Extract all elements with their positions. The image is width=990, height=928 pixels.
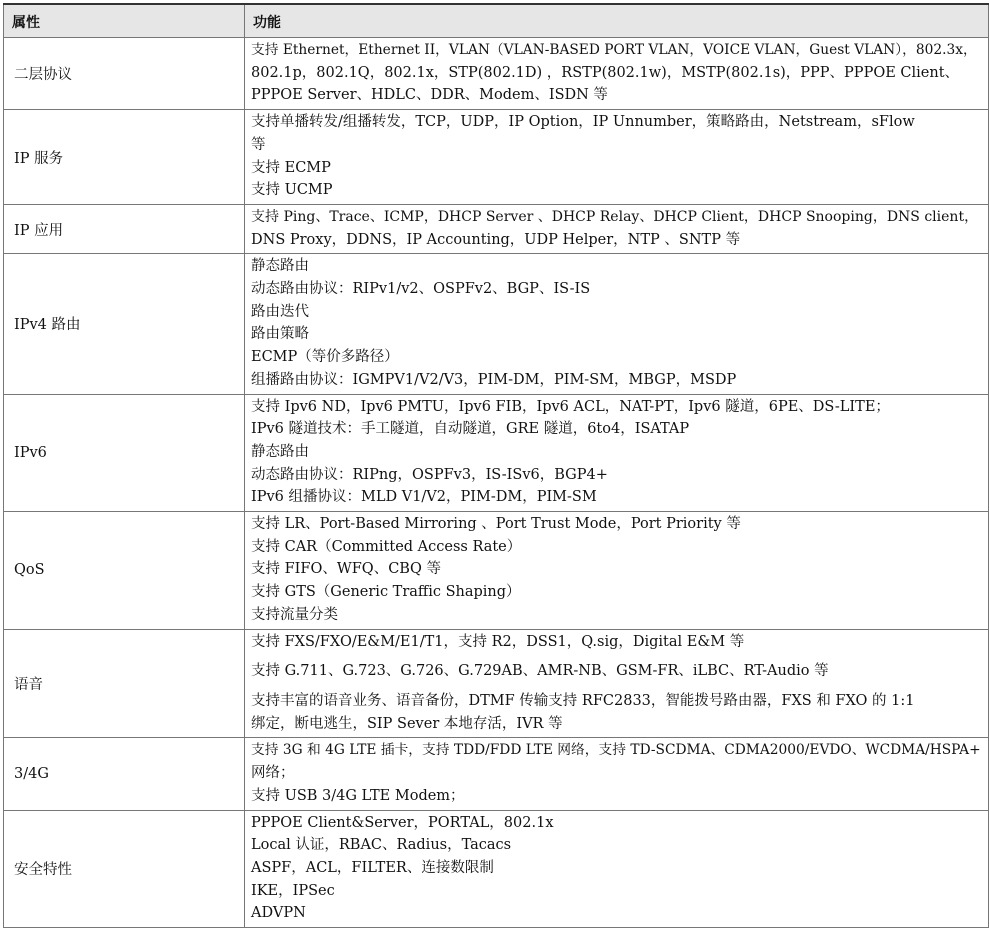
row-functions (245, 810, 989, 928)
function-line: 路由迭代 (251, 303, 309, 320)
function-line: 等 (251, 136, 266, 153)
row-attribute: 3/4G (4, 738, 245, 810)
function-line: PPPOE Server、HDLC、DDR、Modem、ISDN 等 (251, 87, 608, 104)
table-header-row (4, 4, 989, 38)
function-line: 支持 LR、Port-Based Mirroring 、Port Trust Mode，Port Priority 等 (251, 516, 741, 533)
row-attribute: IP 服务 (4, 110, 245, 205)
function-line: DNS Proxy，DDNS，IP Accounting，UDP Helper，NTP 、SNTP 等 (251, 231, 741, 248)
function-line: 网络； (251, 765, 295, 782)
function-line: IPv6 隧道技术：手工隧道，自动隧道，GRE 隧道，6to4，ISATAP (251, 421, 690, 438)
function-line: 支持 Ipv6 ND，Ipv6 PMTU，Ipv6 FIB，Ipv6 ACL，NAT-PT，Ipv6 隧道，6PE、DS-LITE； (251, 398, 890, 415)
row-functions (245, 394, 989, 512)
row-attribute: IP 应用 (4, 204, 245, 253)
function-line: 支持 UCMP (251, 182, 333, 199)
row-functions (245, 629, 989, 738)
row-functions (245, 110, 989, 205)
header-attribute: 属性 (4, 4, 245, 38)
function-line: ASPF，ACL，FILTER、连接数限制 (251, 859, 494, 876)
function-line: 路由策略 (251, 326, 309, 343)
table-row-ipv4-routing (4, 254, 989, 394)
function-line: Local 认证，RBAC、Radius，Tacacs (251, 837, 512, 854)
function-line: 支持 GTS（Generic Traffic Shaping） (251, 584, 521, 601)
function-line: 支持 Ping、Trace、ICMP，DHCP Server 、DHCP Relay、DHCP Client，DHCP Snooping，DNS client， (251, 208, 979, 225)
row-functions (245, 738, 989, 810)
function-line: 支持 USB 3/4G LTE Modem； (251, 787, 465, 804)
row-attribute: 语音 (4, 629, 245, 738)
function-line: 动态路由协议：RIPv1/v2、OSPFv2、BGP、IS-IS (251, 281, 591, 298)
function-line: 支持 FXS/FXO/E&M/E1/T1，支持 R2，DSS1，Q.sig，Digital E&M 等 (251, 633, 745, 650)
row-functions (245, 254, 989, 394)
function-line: IPv6 组播协议：MLD V1/V2，PIM-DM，PIM-SM (251, 489, 597, 506)
table-row-ip-application (4, 204, 989, 253)
function-line: 支持丰富的语音业务、语音备份，DTMF 传输支持 RFC2833，智能拨号路由器，FXS 和 FXO 的 1:1 (251, 692, 915, 709)
function-line: IKE，IPSec (251, 882, 335, 899)
function-line: 支持 G.711、G.723、G.726、G.729AB、AMR-NB、GSM-FR、iLBC、RT-Audio 等 (251, 663, 829, 680)
table-row-layer2 (4, 38, 989, 110)
function-line: 支持流量分类 (251, 606, 338, 623)
function-line: 静态路由 (251, 258, 309, 275)
row-functions (245, 204, 989, 253)
function-line: 支持 ECMP (251, 159, 331, 176)
function-line: 组播路由协议：IGMPV1/V2/V3，PIM-DM，PIM-SM，MBGP，MSDP (251, 371, 737, 388)
row-attribute: IPv4 路由 (4, 254, 245, 394)
row-functions (245, 38, 989, 110)
function-line: ECMP（等价多路径） (251, 349, 399, 366)
table-row-voice (4, 629, 989, 738)
row-functions (245, 512, 989, 630)
table-row-qos (4, 512, 989, 630)
table-row-ip-service (4, 110, 989, 205)
function-line: 动态路由协议：RIPng，OSPFv3，IS-ISv6，BGP4+ (251, 466, 608, 483)
function-line: 支持 CAR（Committed Access Rate） (251, 538, 522, 555)
function-line: 802.1p，802.1Q，802.1x，STP(802.1D) ，RSTP(802.1w)，MSTP(802.1s)，PPP、PPPOE Client、 (251, 64, 960, 81)
function-line: 支持 Ethernet，Ethernet II，VLAN（VLAN-BASED PORT VLAN，VOICE VLAN，Guest VLAN），802.3x， (251, 42, 977, 58)
function-line: 支持 3G 和 4G LTE 插卡，支持 TDD/FDD LTE 网络，支持 TD-SCDMA、CDMA2000/EVDO、WCDMA/HSPA+ (251, 742, 981, 759)
table-row-3g-4g (4, 738, 989, 810)
function-line: 支持单播转发/组播转发，TCP，UDP，IP Option，IP Unnumber，策略路由，Netstream，sFlow (251, 114, 915, 131)
feature-spec-table (3, 3, 989, 928)
row-attribute: 二层协议 (4, 38, 245, 110)
row-attribute: 安全特性 (4, 810, 245, 928)
function-line: ADVPN (251, 905, 306, 922)
function-line: 绑定，断电逃生，SIP Sever 本地存活，IVR 等 (251, 715, 563, 732)
row-attribute: IPv6 (4, 394, 245, 512)
function-line: 静态路由 (251, 443, 309, 460)
table-row-ipv6 (4, 394, 989, 512)
row-attribute: QoS (4, 512, 245, 630)
table-row-security (4, 810, 989, 928)
function-line: 支持 FIFO、WFQ、CBQ 等 (251, 561, 441, 578)
function-line: PPPOE Client&Server，PORTAL，802.1x (251, 814, 554, 831)
header-function: 功能 (245, 4, 989, 38)
